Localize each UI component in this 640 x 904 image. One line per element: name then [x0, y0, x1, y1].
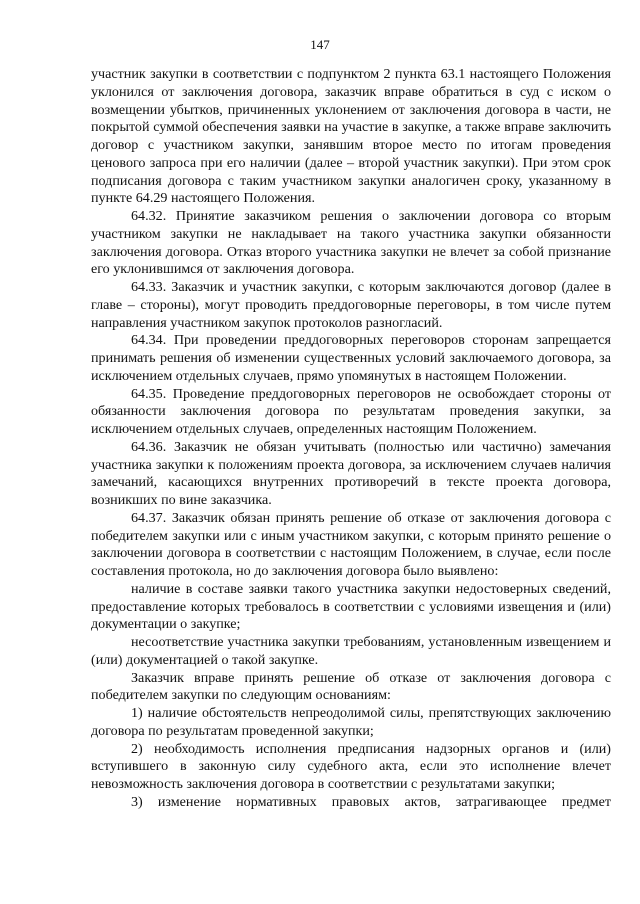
paragraph: 64.35. Проведение преддоговорных переговоров не освобождает стороны от обязанности заключения договора по результатам проведения закупки, за исключением отдельных случаев, определенных настоящим Положением. [91, 385, 611, 437]
paragraph: несоответствие участника закупки требованиям, установленным извещением и (или) документацией о такой закупке. [91, 634, 611, 668]
paragraph: 64.32. Принятие заказчиком решения о заключении договора со вторым участником закупки не накладывает на такого участника закупки обязанности заключения договора. Отказ второго участника закупки не влечет за собой признание его уклонившимся от заключения договора. [91, 208, 611, 278]
paragraph: 64.34. При проведении преддоговорных переговоров сторонам запрещается принимать решения об изменении существенных условий заключаемого договора, за исключением отдельных случаев, прямо упомянутых в настоящем Положении. [91, 332, 611, 384]
paragraph: 2) необходимость исполнения предписания надзорных органов и (или) вступившего в законную силу судебного акта, если это исполнение влечет невозможность заключения договора в соответствии с результатами закупки; [91, 740, 611, 792]
paragraph: 1) наличие обстоятельств непреодолимой силы, препятствующих заключению договора по результатам проведенной закупки; [91, 705, 611, 739]
paragraph: наличие в составе заявки такого участника закупки недостоверных сведений, предоставление которых требовалось в соответствии с условиями извещения и (или) документации о закупке; [91, 580, 611, 633]
paragraph-continued: 3) изменение нормативных правовых актов, затрагивающее предмет [131, 793, 611, 810]
document-body [91, 66, 611, 812]
paragraph: 64.36. Заказчик не обязан учитывать (полностью или частично) замечания участника закупки к положениям проекта договора, за исключением случаев наличия замечаний, касающихся внутренних противоречий в тексте проекта договора, возникших по вине заказчика. [91, 438, 611, 508]
paragraph: Заказчик вправе принять решение об отказе от заключения договора с победителем закупки по следующим основаниям: [91, 669, 611, 704]
paragraph: 64.33. Заказчик и участник закупки, с которым заключаются договор (далее в главе – стороны), могут проводить преддоговорные переговоры, в том числе путем направления участником закупок протоколов разногласий. [91, 279, 611, 331]
page-number: 147 [310, 37, 330, 52]
paragraph: 64.37. Заказчик обязан принять решение об отказе от заключения договора с победителем закупки или с иным участником закупки, с которым принято решение о заключении договора в соответствии с настоящим Положением, в случае, если после составления протокола, но до заключения договора было выявлено: [91, 509, 611, 579]
paragraph: участник закупки в соответствии с подпунктом 2 пункта 63.1 настоящего Положения уклонился от заключения договора, заказчик вправе обратиться в суд с иском о возмещении убытков, причиненных уклонением от заключения договора в части, не покрытой суммой обеспечения заявки на участие в закупке, а также вправе заключить договор с участником закупки, занявшим второе место по итогам проведения ценового запроса при его наличии (далее – второй участник закупки). При этом срок подписания договора с таким участником закупки аналогичен сроку, указанному в пункте 64.29 настоящего Положения. [91, 66, 611, 207]
